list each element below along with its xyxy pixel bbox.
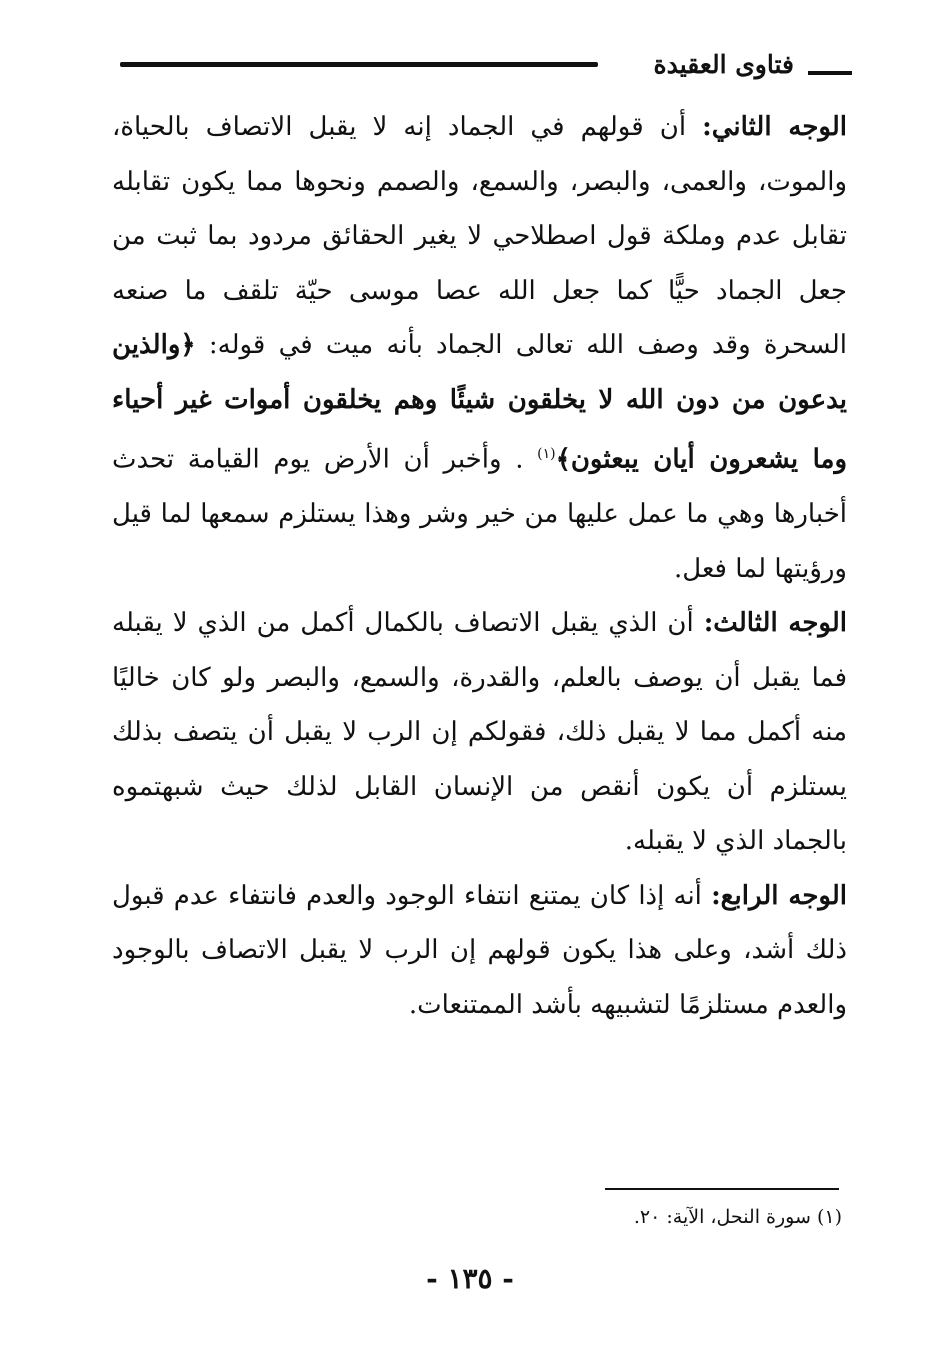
paragraph-second-aspect bbox=[112, 100, 847, 596]
paragraph-heading: الوجه الثالث: bbox=[703, 608, 847, 639]
paragraph-text: أن الذي يقبل الاتصاف بالكمال أكمل من الذي لا يقبله فما يقبل أن يوصف بالعلم، والقدرة، والسمع، والبصر ولو كان خاليًا منه أكمل مما لا يقبل ذلك، فقولكم إن الرب لا يقبل أن يتصف بذلك يستلزم أن يكون أنقص من الإنسان القابل لذلك حيث شبهتموه بالجماد الذي لا يقبله. bbox=[112, 608, 847, 857]
footnote-separator bbox=[605, 1188, 839, 1190]
paragraph-text: أنه إذا كان يمتنع انتفاء الوجود والعدم فانتفاء عدم قبول ذلك أشد، وعلى هذا يكون قولهم إن الرب لا يقبل الاتصاف بالوجود والعدم مستلزمًا لتشبيهه بأشد الممتنعات. bbox=[112, 880, 847, 1020]
main-text bbox=[112, 100, 847, 1032]
paragraph-heading: الوجه الثاني: bbox=[702, 112, 847, 142]
footnote: (١) سورة النحل، الآية: ٢٠. bbox=[633, 1206, 842, 1228]
paragraph-third-aspect bbox=[112, 596, 847, 869]
page-header bbox=[120, 52, 852, 92]
book-title: فتاوى العقيدة bbox=[653, 50, 794, 79]
footnote-marker: (١) bbox=[537, 446, 556, 462]
paragraph-heading: الوجه الرابع: bbox=[711, 880, 848, 911]
quran-verse: ﴿والذين يدعون من دون الله لا يخلقون شيئًا وهم يخلقون أموات غير أحياء وما يشعرون أيان يبعثون﴾ bbox=[112, 330, 848, 475]
paragraph-fourth-aspect bbox=[112, 869, 847, 1033]
paragraph-text-continued: . وأخبر أن الأرض يوم القيامة تحدث أخبارها وهي ما عمل عليها من خير وشر وهذا يستلزم سمعها لما قيل ورؤيتها لما فعل. bbox=[112, 444, 847, 584]
header-rule bbox=[120, 62, 598, 67]
page-number: - ١٣٥ - bbox=[426, 1262, 514, 1295]
paragraph-text: أن قولهم في الجماد إنه لا يقبل الاتصاف بالحياة، والموت، والعمى، والبصر، والسمع، والصمم ونحوها مما يكون تقابله تقابل عدم وملكة قول اصطلاحي لا يغير الحقائق مردود بما ثبت من جعل الجماد حيًّا كما جعل الله عصا موسى حيّة تلقف ما صنعه السحرة وقد وصف الله تعالى الجماد بأنه ميت في قوله: bbox=[112, 112, 847, 360]
header-rule-short bbox=[808, 71, 852, 75]
